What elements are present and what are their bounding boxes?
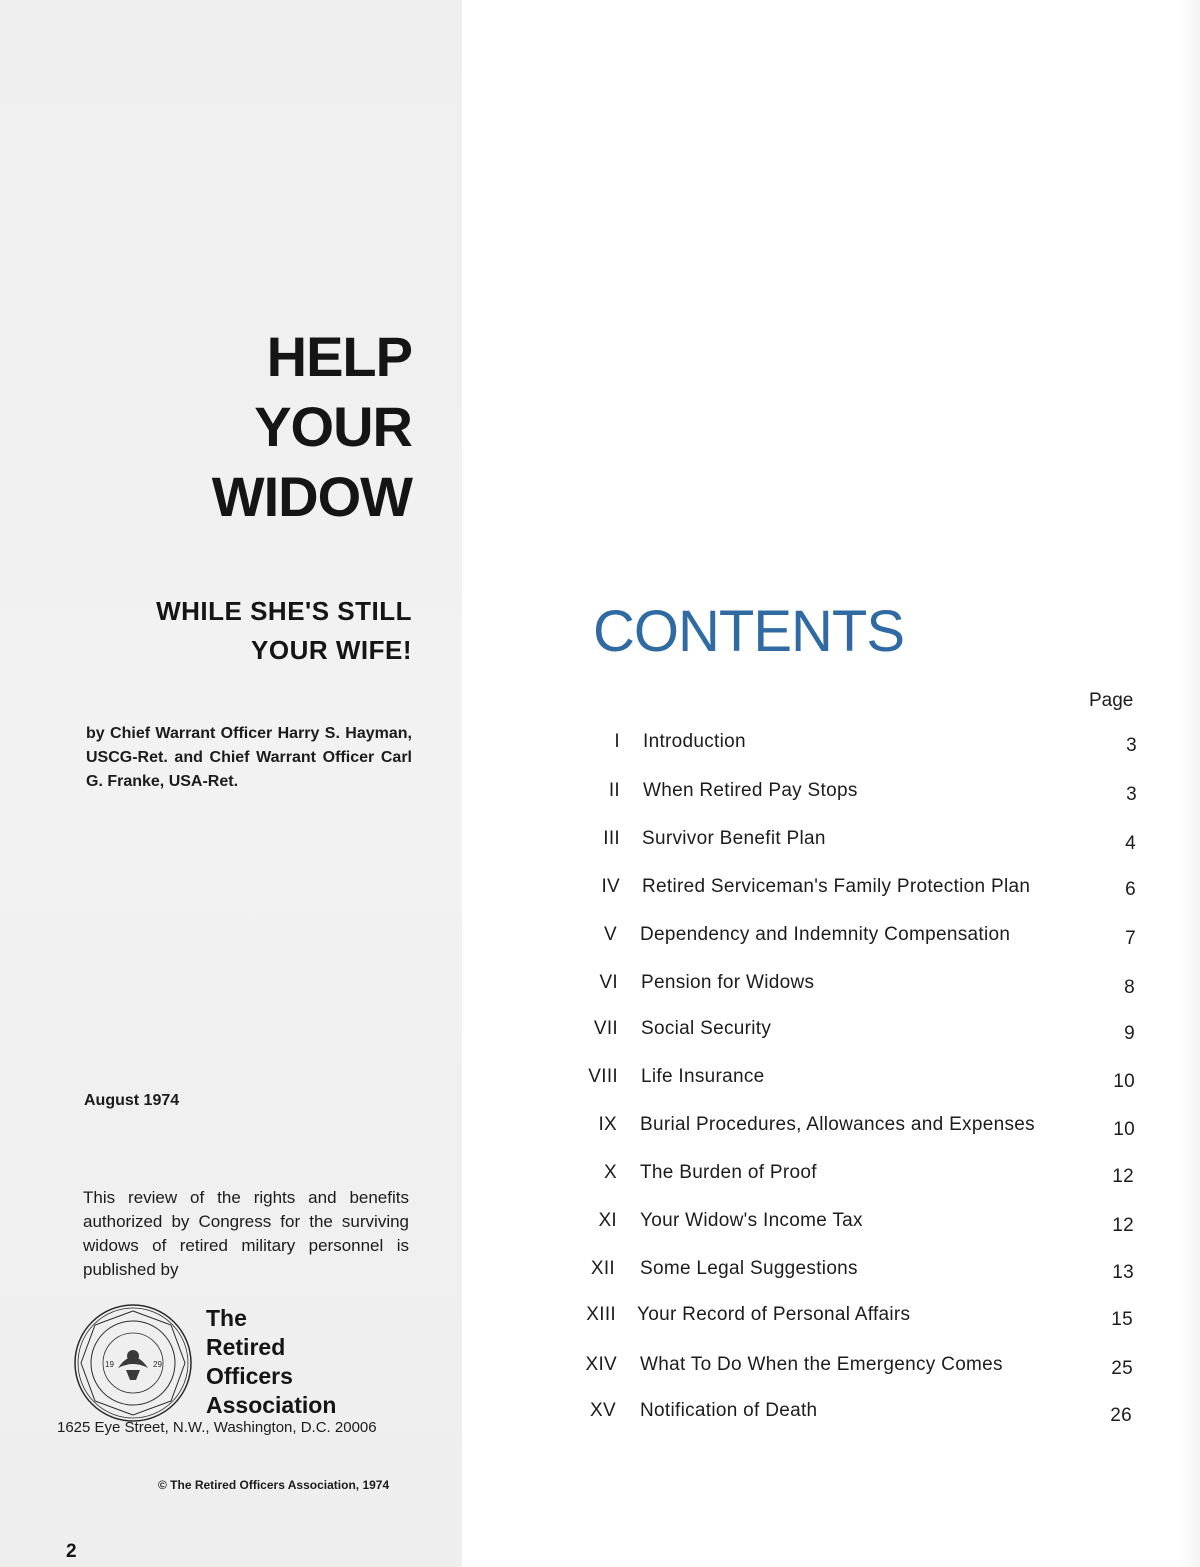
- toc-item-page: 3: [1126, 784, 1137, 805]
- toc-item-page: 4: [1125, 833, 1136, 854]
- toc-item-number: VI: [599, 972, 618, 993]
- seal-year-right: 29: [153, 1360, 162, 1369]
- toc-item-number: I: [614, 731, 620, 752]
- toc-item-page: 25: [1111, 1358, 1133, 1379]
- seal-year-left: 19: [105, 1360, 114, 1369]
- toc-item-page: 12: [1112, 1215, 1134, 1236]
- toc-item-page: 10: [1113, 1071, 1135, 1092]
- toc-item-number: XV: [590, 1400, 616, 1421]
- org-line-3: Officers: [206, 1363, 293, 1389]
- author-byline: by Chief Warrant Officer Harry S. Hayman, USCG-Ret. and Chief Warrant Officer Carl G. Franke, USA-Ret.: [86, 725, 412, 790]
- subtitle-line-2: YOUR WIFE!: [251, 635, 412, 665]
- toc-item-title: Introduction: [643, 731, 746, 752]
- title-line-1: HELP: [266, 325, 412, 388]
- toc-item-title: Burial Procedures, Allowances and Expenses: [640, 1114, 1035, 1135]
- toc-item-page: 15: [1111, 1309, 1133, 1330]
- toc-item-number: IX: [598, 1114, 617, 1135]
- title-line-3: WIDOW: [211, 465, 412, 528]
- toc-item-title: Pension for Widows: [641, 972, 815, 993]
- toc-item-number: XII: [590, 1258, 615, 1279]
- toc-item-page: 10: [1113, 1119, 1135, 1140]
- toc-item-page: 13: [1112, 1262, 1134, 1283]
- publication-note: This review of the rights and benefits authorized by Congress for the surviving widows of retired military personnel is published by: [83, 1188, 409, 1279]
- copyright-notice: © The Retired Officers Association, 1974: [158, 1478, 390, 1492]
- toc-item-page: 12: [1112, 1166, 1134, 1187]
- toc-item-title: The Burden of Proof: [640, 1162, 817, 1183]
- toc-item-number: II: [608, 780, 620, 801]
- publication-date: August 1974: [84, 1092, 180, 1109]
- page-number: 2: [66, 1541, 77, 1562]
- toc-item-title: Your Record of Personal Affairs: [637, 1304, 911, 1325]
- title-line-2: YOUR: [254, 395, 412, 458]
- toc-item-number: VII: [593, 1018, 618, 1039]
- toc-item-number: V: [604, 924, 617, 945]
- org-line-1: The: [206, 1305, 247, 1331]
- toc-item-title: Survivor Benefit Plan: [642, 828, 826, 849]
- page-column-label: Page: [1089, 690, 1134, 711]
- toc-item-title: When Retired Pay Stops: [643, 780, 858, 801]
- toc-item-page: 3: [1126, 735, 1137, 756]
- subtitle-line-1: WHILE SHE'S STILL: [156, 596, 412, 626]
- toc-item-page: 9: [1124, 1023, 1135, 1044]
- contents-heading: CONTENTS: [593, 599, 904, 664]
- toc-item-title: What To Do When the Emergency Comes: [640, 1354, 1003, 1375]
- toc-item-title: Notification of Death: [640, 1400, 818, 1421]
- toc-item-title: Life Insurance: [641, 1066, 765, 1087]
- toc-item-title: Some Legal Suggestions: [640, 1258, 858, 1279]
- organization-address: 1625 Eye Street, N.W., Washington, D.C. 20006: [57, 1419, 377, 1436]
- toc-item-number: XI: [598, 1210, 617, 1231]
- toc-item-page: 26: [1110, 1405, 1132, 1426]
- org-line-2: Retired: [206, 1334, 286, 1360]
- toc-item-title: Social Security: [641, 1018, 772, 1039]
- toc-item-number: IV: [601, 876, 620, 897]
- toc-item-title: Retired Serviceman's Family Protection Plan: [642, 876, 1031, 897]
- toc-item-page: 8: [1124, 977, 1135, 998]
- toc-item-number: XIV: [585, 1354, 617, 1375]
- toc-item-title: Dependency and Indemnity Compensation: [640, 924, 1011, 945]
- org-line-4: Association: [206, 1392, 337, 1418]
- toc-item-title: Your Widow's Income Tax: [640, 1210, 863, 1231]
- toc-item-number: III: [603, 828, 620, 849]
- toc-item-number: X: [604, 1162, 617, 1183]
- toc-item-page: 6: [1125, 879, 1136, 900]
- toc-item-number: VIII: [588, 1066, 618, 1087]
- toc-item-number: XIII: [586, 1304, 616, 1325]
- toc-item-page: 7: [1125, 928, 1136, 949]
